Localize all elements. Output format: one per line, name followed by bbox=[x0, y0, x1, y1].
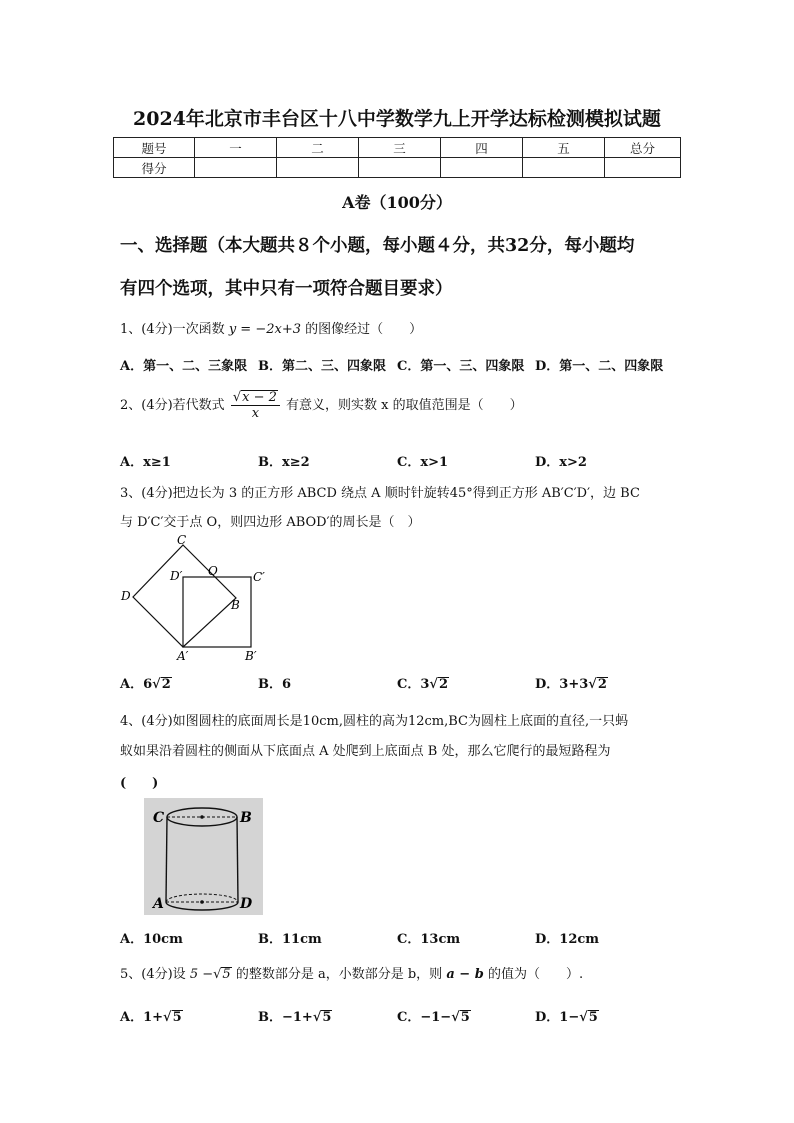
question-2-fraction-denominator: x bbox=[251, 406, 260, 421]
score-cell[interactable] bbox=[605, 158, 681, 178]
question-2-fraction bbox=[231, 390, 280, 421]
top-center-dot bbox=[200, 815, 204, 819]
question-2-suffix: 有意义，则实数 x 的取值范围是（ ） bbox=[286, 398, 523, 413]
question-1-suffix: 的图像经过（ ） bbox=[305, 322, 423, 337]
question-5-option-c[interactable]: C．−1−√5 bbox=[397, 1010, 470, 1025]
question-4-line3: ( ) bbox=[120, 776, 159, 791]
label-c: C bbox=[153, 810, 165, 826]
question-3-line2: 与 D′C′交于点 O，则四边形 ABOD′的周长是（ ） bbox=[120, 515, 421, 530]
question-2 bbox=[120, 390, 523, 421]
question-4-option-a[interactable]: A．10cm bbox=[120, 932, 183, 947]
question-5-option-a[interactable]: A．1+√5 bbox=[120, 1010, 182, 1025]
question-4-line2: 蚁如果沿着圆柱的侧面从下底面点 A 处爬到上底面点 B 处，那么它爬行的最短路程为 bbox=[120, 744, 611, 759]
cylinder-right-side bbox=[237, 817, 238, 902]
question-4-line1: 4、(4分)如图圆柱的底面周长是10cm,圆柱的高为12cm,BC为圆柱上底面的直径,一只蚂 bbox=[120, 714, 629, 729]
question-5-suffix: 的值为（ ）. bbox=[487, 967, 584, 982]
question-1-option-c[interactable]: C．第一、三、四象限 bbox=[397, 359, 525, 374]
question-5-prefix: 5、(4分)设 bbox=[120, 967, 186, 982]
question-5-option-b[interactable]: B．−1+√5 bbox=[258, 1010, 332, 1025]
label-o: O bbox=[208, 564, 218, 578]
question-3-line1: 3、(4分)把边长为 3 的正方形 ABCD 绕点 A 顺时针旋转45°得到正方形 AB′C′D′，边 BC bbox=[120, 486, 640, 501]
question-5-mid: 的整数部分是 a，小数部分是 b，则 bbox=[235, 967, 443, 982]
score-cell[interactable] bbox=[359, 158, 441, 178]
question-5 bbox=[120, 963, 583, 982]
score-header-cell: 五 bbox=[523, 138, 605, 158]
square-ab-prime bbox=[183, 577, 251, 647]
question-2-option-b[interactable]: B．x≥2 bbox=[258, 455, 310, 470]
square-abcd bbox=[133, 545, 236, 647]
score-header-cell: 二 bbox=[277, 138, 359, 158]
label-c: C bbox=[177, 533, 187, 547]
score-table-header-row bbox=[114, 138, 681, 158]
label-b: B bbox=[231, 598, 240, 612]
label-d-prime: D′ bbox=[170, 569, 183, 583]
question-3-option-b[interactable]: B．6 bbox=[258, 677, 292, 692]
question-1 bbox=[120, 318, 422, 337]
score-header-cell: 一 bbox=[195, 138, 277, 158]
question-2-option-a[interactable]: A．x≥1 bbox=[120, 455, 171, 470]
score-cell[interactable] bbox=[195, 158, 277, 178]
section-heading-line1: 一、选择题（本大题共８个小题，每小题４分，共32分，每小题均 bbox=[120, 236, 635, 256]
question-1-option-d[interactable]: D．第一、二、四象限 bbox=[535, 359, 664, 374]
question-2-option-c[interactable]: C．x>1 bbox=[397, 455, 449, 470]
question-1-option-a[interactable]: A．第一、二、三象限 bbox=[120, 359, 248, 374]
score-header-cell: 四 bbox=[441, 138, 523, 158]
score-header-cell: 总分 bbox=[605, 138, 681, 158]
cylinder-left-side bbox=[166, 817, 167, 902]
score-table-score-row bbox=[114, 158, 681, 178]
question-5-expression: 5 −√5 bbox=[189, 967, 231, 982]
question-3-option-c[interactable]: C．3√2 bbox=[397, 677, 448, 692]
question-5-expression-ab: a − b bbox=[446, 967, 484, 982]
label-a: A bbox=[153, 896, 164, 912]
question-4-option-d[interactable]: D．12cm bbox=[535, 932, 600, 947]
question-4-option-c[interactable]: C．13cm bbox=[397, 932, 461, 947]
label-d: D bbox=[240, 896, 253, 912]
bottom-center-dot bbox=[200, 900, 204, 904]
question-3-option-a[interactable]: A．6√2 bbox=[120, 677, 171, 692]
question-5-option-d[interactable]: D．1−√5 bbox=[535, 1010, 598, 1025]
score-cell[interactable] bbox=[441, 158, 523, 178]
score-cell[interactable] bbox=[523, 158, 605, 178]
score-cell[interactable] bbox=[277, 158, 359, 178]
section-subtitle: A卷（100分） bbox=[342, 193, 452, 212]
question-2-fraction-numerator: √x − 2 bbox=[231, 390, 280, 406]
score-header-cell: 三 bbox=[359, 138, 441, 158]
cylinder-figure bbox=[144, 798, 263, 915]
square-rotation-figure bbox=[115, 530, 275, 665]
question-1-expression: y = −2x+3 bbox=[228, 322, 301, 337]
score-table bbox=[113, 137, 681, 178]
question-2-prefix: 2、(4分)若代数式 bbox=[120, 398, 225, 413]
question-4-option-b[interactable]: B．11cm bbox=[258, 932, 322, 947]
question-3-option-d[interactable]: D．3+3√2 bbox=[535, 677, 607, 692]
section-heading-line2: 有四个选项，其中只有一项符合题目要求） bbox=[120, 279, 453, 299]
label-c-prime: C′ bbox=[253, 570, 265, 584]
question-1-option-b[interactable]: B．第二、三、四象限 bbox=[258, 359, 386, 374]
score-row-label: 得分 bbox=[114, 158, 195, 178]
score-header-cell: 题号 bbox=[114, 138, 195, 158]
label-b: B bbox=[240, 810, 252, 826]
question-2-option-d[interactable]: D．x>2 bbox=[535, 455, 587, 470]
question-1-prefix: 1、(4分)一次函数 bbox=[120, 322, 225, 337]
page-title: 2024年北京市丰台区十八中学数学九上开学达标检测模拟试题 bbox=[133, 108, 661, 130]
label-d: D bbox=[121, 589, 131, 603]
label-a-prime: A′ bbox=[177, 649, 189, 663]
label-b-prime: B′ bbox=[245, 649, 257, 663]
